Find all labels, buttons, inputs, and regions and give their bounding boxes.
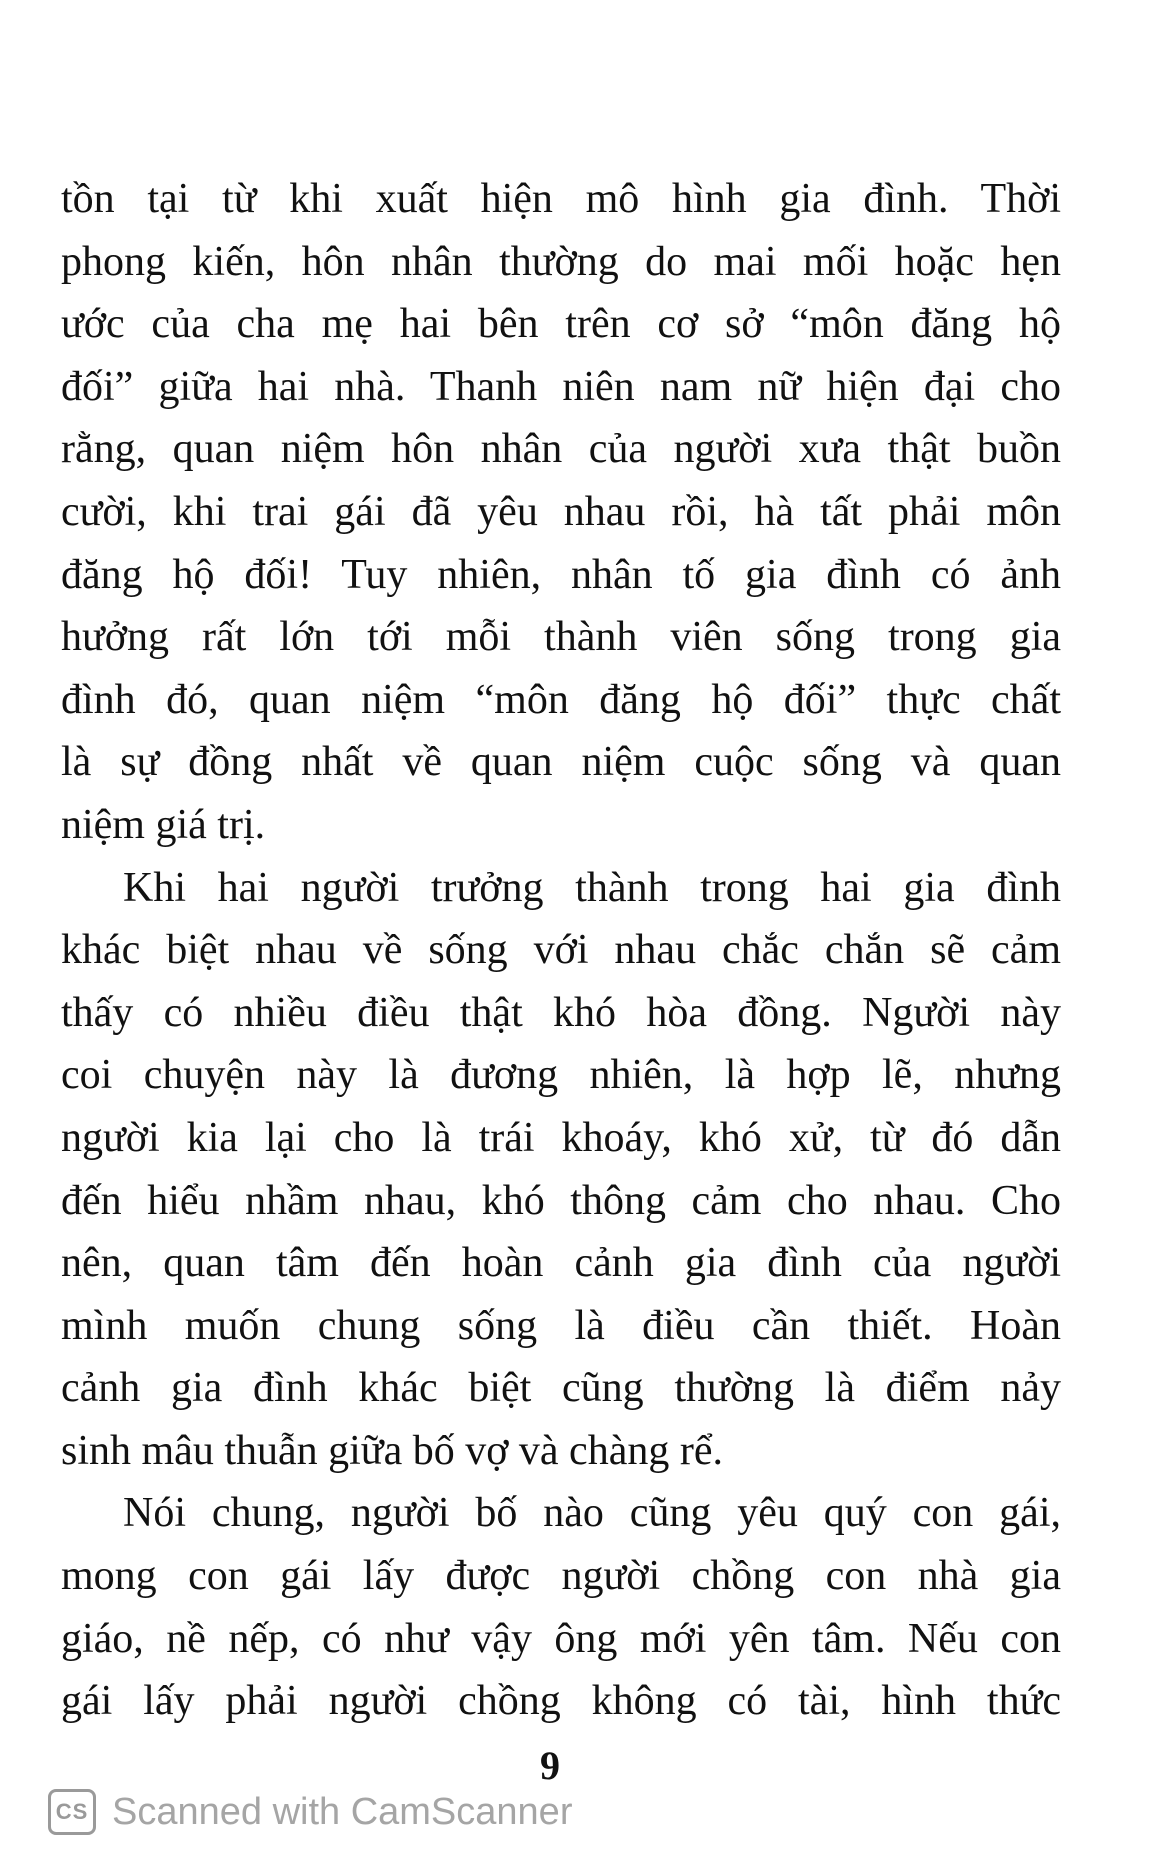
text-line: là sự đồng nhất về quan niệm cuộc sống và quan xyxy=(61,739,1061,786)
text-line: đến hiểu nhầm nhau, khó thông cảm cho nhau. Cho xyxy=(61,1177,1061,1224)
text-line: khác biệt nhau về sống với nhau chắc chắn sẽ cảm xyxy=(61,927,1061,974)
text-line: ước của cha mẹ hai bên trên cơ sở “môn đăng hộ xyxy=(61,301,1061,348)
text-line: phong kiến, hôn nhân thường do mai mối hoặc hẹn xyxy=(61,238,1061,285)
text-line: hưởng rất lớn tới mỗi thành viên sống trong gia xyxy=(61,614,1061,661)
page-number: 9 xyxy=(540,1743,560,1788)
text-line: cảnh gia đình khác biệt cũng thường là điểm nảy xyxy=(61,1365,1061,1412)
text-line: người kia lại cho là trái khoáy, khó xử, từ đó dẫn xyxy=(61,1114,1061,1161)
text-line: coi chuyện này là đương nhiên, là hợp lẽ, nhưng xyxy=(61,1052,1061,1099)
text-line: mong con gái lấy được người chồng con nhà gia xyxy=(61,1553,1061,1600)
text-line: đình đó, quan niệm “môn đăng hộ đối” thực chất xyxy=(61,676,1061,723)
text-line: đối” giữa hai nhà. Thanh niên nam nữ hiện đại cho xyxy=(61,363,1061,410)
camscanner-logo-icon: CS xyxy=(48,1789,96,1835)
text-line: niệm giá trị. xyxy=(61,801,266,848)
text-line: sinh mâu thuẫn giữa bố vợ và chàng rể. xyxy=(61,1427,723,1474)
watermark-text: Scanned with CamScanner xyxy=(112,1790,573,1833)
text-line: gái lấy phải người chồng không có tài, hình thức xyxy=(61,1678,1061,1725)
text-line: tồn tại từ khi xuất hiện mô hình gia đình. Thời xyxy=(61,176,1061,222)
paragraph-first-line: Nói chung, người bố nào cũng yêu quý con gái, xyxy=(123,1490,1061,1537)
text-line: giáo, nề nếp, có như vậy ông mới yên tâm. Nếu con xyxy=(61,1615,1061,1662)
text-line: cười, khi trai gái đã yêu nhau rồi, hà tất phải môn xyxy=(61,488,1061,535)
text-line: rằng, quan niệm hôn nhân của người xưa thật buồn xyxy=(61,426,1061,473)
text-line: đăng hộ đối! Tuy nhiên, nhân tố gia đình có ảnh xyxy=(61,551,1061,598)
paragraph-first-line: Khi hai người trưởng thành trong hai gia đình xyxy=(123,864,1061,911)
body-text xyxy=(61,168,1061,1733)
text-line: mình muốn chung sống là điều cần thiết. Hoàn xyxy=(61,1302,1061,1349)
text-line: nên, quan tâm đến hoàn cảnh gia đình của người xyxy=(61,1240,1061,1287)
text-line: thấy có nhiều điều thật khó hòa đồng. Người này xyxy=(61,989,1061,1036)
camscanner-watermark xyxy=(48,1784,572,1840)
